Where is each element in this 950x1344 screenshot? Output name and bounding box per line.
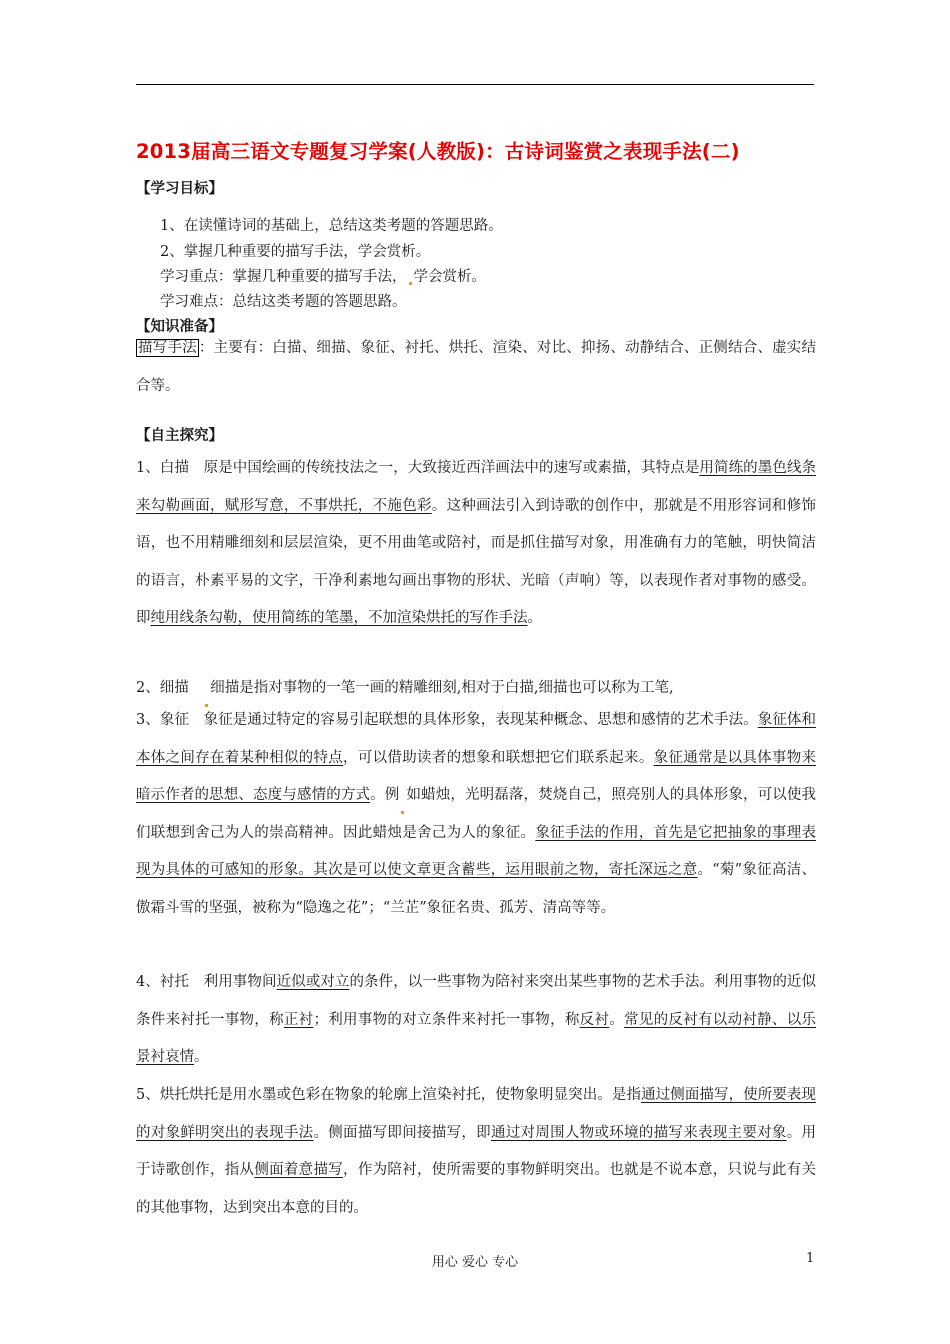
- document-title: 2013届高三语文专题复习学案(人教版)：古诗词鉴赏之表现手法(二): [136, 140, 740, 163]
- underlined-text: 通过侧面描写，使所要表现的对象鲜明突出的表现手法: [136, 1087, 816, 1141]
- underlined-text: 象征体和本体之间存在着某种相似的特点: [136, 712, 816, 766]
- prep-paragraph: [136, 330, 816, 405]
- underlined-text: 正衬: [283, 1011, 314, 1028]
- heading-prep: 【知识准备】: [136, 319, 223, 335]
- text: 2、细描: [136, 680, 204, 696]
- text: ，可以借助读者的想象和联想把它们联系起来。: [343, 749, 654, 766]
- underlined-text: 用简练的墨色线条来勾勒画面，赋形写意，不事烘托，不施色彩: [136, 460, 816, 514]
- goal-key-point-text-2: 学会赏析。: [413, 269, 486, 285]
- text: 如蜡烛，光明磊落，焚烧自己，照亮别人的具体形象，可以使我们联想到舍己为人的崇高精神。因此蜡烛是舍己为人的象征。: [136, 787, 817, 841]
- heading-goals: 【学习目标】: [136, 181, 223, 197]
- goal-item-2: 2、掌握几种重要的描写手法，学会赏析。: [160, 244, 431, 260]
- paragraph-xiangzheng: [136, 702, 816, 928]
- underlined-text: 侧面着意描写: [254, 1162, 344, 1179]
- underlined-text: 纯用线条勾勒，使用简练的笔墨，不加渲染烘托的写作手法: [150, 610, 528, 627]
- text: 。用于诗歌创作，指从: [136, 1124, 817, 1179]
- text: 。: [609, 1011, 625, 1028]
- heading-explore: 【自主探究】: [136, 428, 223, 444]
- text: 的条件，以一些事物为陪衬来突出某些事物的艺术手法。利用事物的近似条件来衬托一事物，称: [136, 974, 817, 1028]
- goal-item-1: 1、在读懂诗词的基础上，总结这类考题的答题思路。: [160, 218, 503, 234]
- paragraph-chentuo: [136, 964, 816, 1077]
- text: 1、白描 原是中国绘画的传统技法之一，大致接近西洋画法中的速写或素描，其特点是: [136, 460, 700, 476]
- underlined-text: 象征手法的作用，首先是它把抽象的事理表现为具体的可感知的形象。其次是可以使文章更含蓄些，运用眼前之物，寄托深远之意: [136, 824, 817, 879]
- paragraph-baimiao: [136, 450, 816, 638]
- footer-slogan: 用心 爱心 专心: [431, 1255, 519, 1270]
- text: 5、烘托烘托是用水墨或色彩在物象的轮廓上渲染衬托，使物象明显突出。是指: [136, 1087, 642, 1103]
- prep-text: ：主要有：白描、细描、象征、衬托、烘托、渲染、对比、抑扬、动静结合、正侧结合、虚实结合等。: [136, 340, 817, 394]
- underlined-text: 通过对周围人物或环境的描写来表现主要对象: [490, 1124, 787, 1141]
- header-rule: [136, 84, 814, 85]
- page-number: 1: [806, 1251, 815, 1266]
- text: 3、象征 象征是通过特定的容易引起联想的具体形象，表现某种概念、思想和感情的艺术手法。: [136, 712, 758, 728]
- prep-term: 描写手法: [138, 340, 197, 356]
- text: ；利用事物的对立条件来衬托一事物，称: [313, 1011, 580, 1028]
- underlined-text: 近似或对立: [276, 974, 350, 990]
- paragraph-hongtuo: [136, 1077, 816, 1227]
- underlined-text: 常见的反衬有以动衬静、以乐景衬哀情: [136, 1011, 817, 1066]
- text: ，作为陪衬，使所需要的事物鲜明突出。也就是不说本意，只说与此有关的其他事物，达到突出本意的目的。: [136, 1162, 816, 1216]
- underlined-text: 反衬: [579, 1011, 610, 1028]
- goal-difficulty: 学习难点：总结这类考题的答题思路。: [160, 294, 407, 310]
- text: 。这种画法引入到诗歌的创作中，那就是不用形容词和修饰语，也不用精雕细刻和层层渲染，更不用曲笔或陪衬，而是抓住描写对象，用准确有力的笔触，明快简洁的语言，朴素平易的文字，干净利素地勾画出事物的形状、光暗（声响）等，以表现作者对事物的感受。即: [136, 497, 817, 627]
- underlined-text: 象征通常是以具体事物来暗示作者的思想、态度与感情的方式: [136, 749, 817, 804]
- text: 细描是指对事物的一笔一画的精雕细刻,相对于白描,细描也可以称为工笔,: [210, 680, 674, 696]
- text: 。: [527, 610, 542, 627]
- text: 4、衬托 利用事物间: [136, 974, 277, 990]
- mark-dot: [409, 282, 412, 285]
- goal-key-point-text: 学习重点：掌握几种重要的描写手法，: [160, 269, 407, 285]
- text: 。例: [370, 787, 400, 804]
- goal-key-point: [160, 265, 486, 286]
- text: 。: [194, 1049, 209, 1066]
- text: 。“菊”象征高洁、傲霜斗雪的坚强，被称为“隐逸之花”；“兰芷”象征名贵、孤芳、清高等等。: [136, 862, 816, 916]
- mark-dot: [401, 811, 404, 814]
- text: 。侧面描写即间接描写，即: [313, 1124, 491, 1141]
